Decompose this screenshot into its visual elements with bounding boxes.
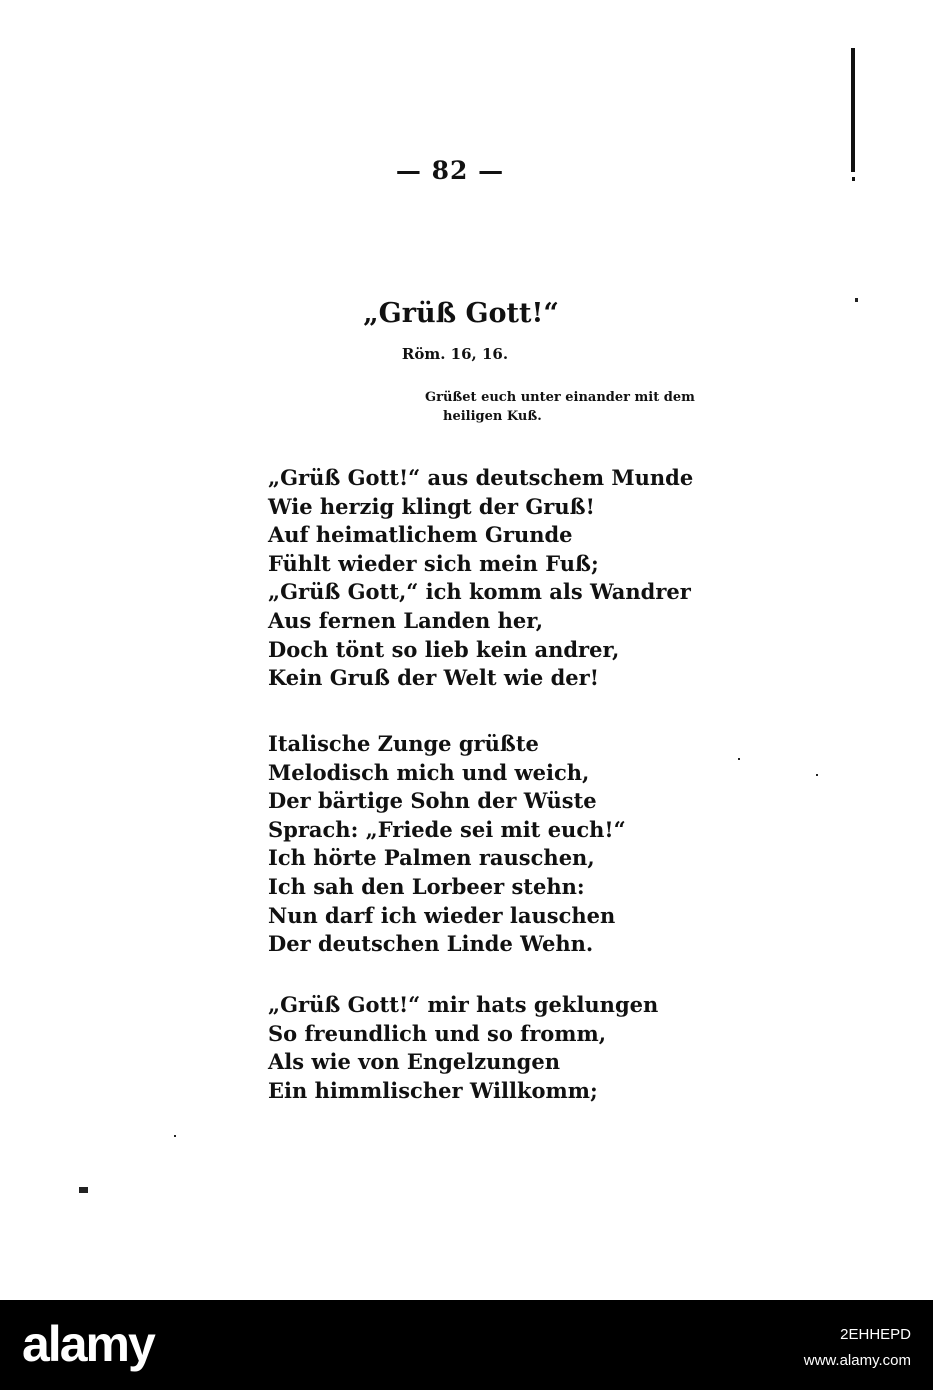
print-speck [816, 774, 818, 776]
poem-line: „Grüß Gott,“ ich komm als Wandrer [268, 579, 691, 605]
epigraph-line: Grüßet euch unter einander mit dem [425, 390, 695, 405]
epigraph [425, 388, 755, 426]
alamy-logo: alamy [22, 1316, 154, 1372]
page-number: — 82 — [395, 156, 505, 185]
stanza-2 [268, 730, 688, 959]
print-speck [174, 1135, 176, 1137]
poem-line: Ich sah den Lorbeer stehn: [268, 873, 585, 899]
bible-reference: Röm. 16, 16. [401, 345, 509, 363]
poem-line: Der bärtige Sohn der Wüste [268, 788, 597, 814]
poem-line: Ein himmlischer Willkomm; [268, 1077, 598, 1103]
poem-line: Doch tönt so lieb kein andrer, [268, 636, 620, 662]
poem-line: „Grüß Gott!“ aus deutschem Munde [268, 465, 694, 490]
poem-line: Als wie von Engelzungen [268, 1049, 560, 1075]
poem-line: „Grüß Gott!“ mir hats geklungen [268, 992, 659, 1017]
stock-watermark-banner [0, 1300, 933, 1390]
poem-line: Sprach: „Friede sei mit euch!“ [268, 816, 626, 842]
poem-line: Ich hörte Palmen rauschen, [268, 845, 595, 871]
image-id: 2EHHEPD [840, 1326, 911, 1343]
banner-info [804, 1322, 911, 1374]
poem-line: Italische Zunge grüßte [268, 731, 539, 756]
print-speck [79, 1187, 88, 1193]
poem-line: Melodisch mich und weich, [268, 759, 590, 785]
poem-line: Kein Gruß der Welt wie der! [268, 665, 599, 691]
stanza-1 [268, 464, 694, 693]
poem-line: Aus fernen Landen her, [268, 607, 544, 633]
poem-line: Auf heimatlichem Grunde [268, 522, 573, 548]
poem-line: Der deutschen Linde Wehn. [268, 931, 594, 957]
epigraph-line: heiligen Kuß. [443, 409, 542, 424]
stanza-3 [268, 991, 688, 1105]
site-url: www.alamy.com [803, 1352, 911, 1369]
poem-title: „Grüß Gott!“ [363, 298, 559, 329]
poem-line: Fühlt wieder sich mein Fuß; [268, 550, 599, 576]
poem-line: Nun darf ich wieder lauschen [268, 902, 616, 928]
margin-rule-mark [851, 48, 855, 172]
poem-line: So freundlich und so fromm, [268, 1020, 607, 1046]
print-speck [738, 758, 740, 760]
margin-rule-dot [852, 177, 855, 181]
poem-line: Wie herzig klingt der Gruß! [268, 493, 595, 519]
print-speck [855, 298, 858, 302]
